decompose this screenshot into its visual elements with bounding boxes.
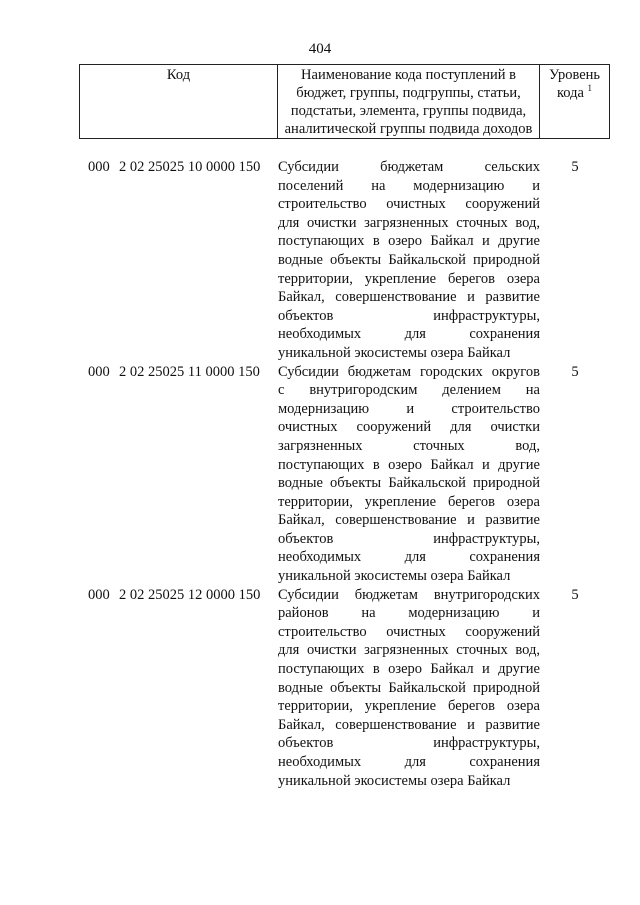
row-name-line: для очистки загрязненных сточных вод, — [278, 214, 540, 231]
row-name-line: объектов инфраструктуры, — [278, 735, 540, 752]
row-name-line: территории, укрепление берегов озера — [278, 270, 540, 287]
row-prefix: 000 — [88, 159, 110, 175]
row-name — [278, 363, 540, 586]
row-name-line: водные объекты Байкальской природной — [278, 679, 540, 696]
row-name-line: уникальной экосистемы озера Байкал — [278, 568, 511, 585]
row-name-line: поселений на модернизацию и — [278, 177, 540, 194]
row-name — [278, 586, 540, 791]
row-name-line: загрязненных сточных вод, — [278, 437, 540, 454]
header-level-word: кода — [556, 85, 584, 101]
row-name-line: районов на модернизацию и — [278, 605, 540, 622]
row-name-line: территории, укрепление берегов озера — [278, 698, 540, 715]
row-name-line: Субсидии бюджетам городских округов — [278, 363, 540, 380]
row-name-line: водные объекты Байкальской природной — [278, 475, 540, 492]
row-code: 2 02 25025 10 0000 150 — [119, 159, 261, 175]
row-level: 5 — [571, 363, 579, 380]
row-name-line: Байкал, совершенствование и развитие — [278, 512, 540, 529]
table-row — [79, 586, 610, 791]
row-name-line: строительство очистных сооружений — [278, 623, 540, 640]
header-code: Код — [80, 65, 278, 138]
table-row — [79, 158, 610, 363]
header-level-line — [540, 84, 609, 102]
row-name-line: Байкал, совершенствование и развитие — [278, 289, 540, 306]
header-level — [540, 65, 609, 138]
row-name-line: объектов инфраструктуры, — [278, 530, 540, 547]
row-name-line: Субсидии бюджетам внутригородских — [278, 586, 540, 603]
row-name-line: поступающих в озеро Байкал и другие — [278, 661, 540, 678]
row-code: 2 02 25025 11 0000 150 — [119, 363, 260, 380]
row-name-line: строительство очистных сооружений — [278, 196, 540, 213]
row-name-line: с внутригородским делением на — [278, 382, 540, 399]
row-code: 2 02 25025 12 0000 150 — [119, 586, 261, 603]
header-level-line: Уровень — [548, 67, 601, 83]
footnote-marker: 1 — [587, 83, 593, 93]
row-name-line: Байкал, совершенствование и развитие — [278, 716, 540, 733]
row-name-line: уникальной экосистемы озера Байкал — [278, 344, 511, 361]
header-name-line: подстатьи, элемента, группы подвида, — [290, 103, 527, 119]
row-name-line: водные объекты Байкальской природной — [278, 251, 540, 268]
header-name — [278, 65, 540, 138]
row-prefix: 000 — [88, 363, 110, 380]
row-name-line: необходимых для сохранения — [278, 326, 540, 343]
header-name-line: Наименование кода поступлений в — [301, 67, 516, 83]
row-name-line: поступающих в озеро Байкал и другие — [278, 233, 540, 250]
row-name-line: поступающих в озеро Байкал и другие — [278, 456, 540, 473]
row-name-line: территории, укрепление берегов озера — [278, 493, 540, 510]
header-name-line: аналитической группы подвида доходов — [284, 121, 533, 137]
row-name-line: объектов инфраструктуры, — [278, 307, 540, 324]
row-prefix: 000 — [88, 586, 110, 603]
table-header — [79, 64, 610, 139]
page-number: 404 — [308, 41, 332, 57]
row-name-line: Субсидии бюджетам сельских — [278, 159, 540, 175]
row-level: 5 — [571, 586, 579, 603]
row-level: 5 — [571, 159, 579, 175]
table-body — [79, 158, 610, 790]
row-name-line: очистных сооружений для очистки — [278, 419, 540, 436]
row-name-line: модернизацию и строительство — [278, 400, 540, 417]
row-name-line: для очистки загрязненных сточных вод, — [278, 642, 540, 659]
row-name-line: уникальной экосистемы озера Байкал — [278, 772, 511, 789]
row-name-line: необходимых для сохранения — [278, 549, 540, 566]
header-name-line: бюджет, группы, подгруппы, статьи, — [296, 85, 521, 101]
row-name — [278, 158, 540, 363]
row-name-line: необходимых для сохранения — [278, 754, 540, 770]
table-row — [79, 363, 610, 586]
